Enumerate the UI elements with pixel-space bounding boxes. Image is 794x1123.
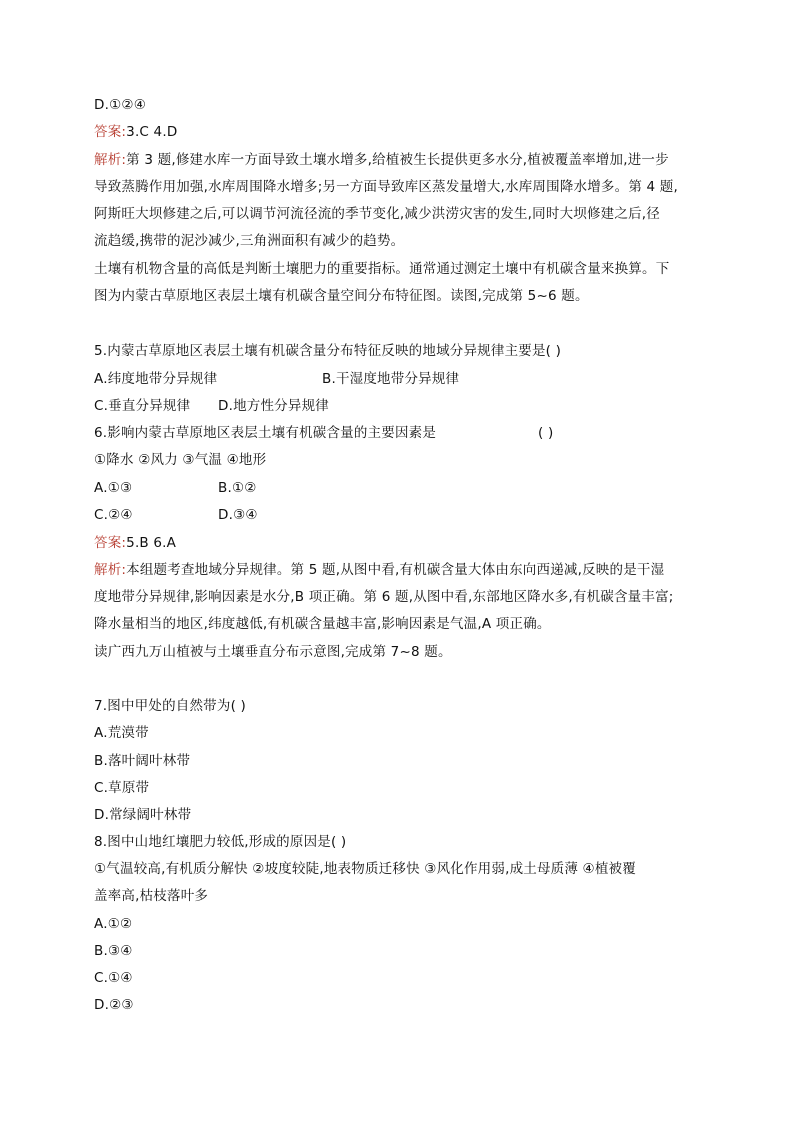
- question-8-stem: 8.图中山地红壤肥力较低,形成的原因是( ): [94, 834, 347, 850]
- explanation-5-6-line3: 降水量相当的地区,纬度越低,有机碳含量越丰富,影响因素是气温,A 项正确。: [94, 616, 551, 632]
- intro-5-6-line2: 图为内蒙古草原地区表层土壤有机碳含量空间分布特征图。读图,完成第 5~6 题。: [94, 288, 589, 304]
- intro-7-8: 读广西九万山植被与土壤垂直分布示意图,完成第 7~8 题。: [94, 644, 452, 660]
- explanation-text: 第 3 题,修建水库一方面导致土壤水增多,给植被生长提供更多水分,植被覆盖率增加,进一步: [126, 152, 669, 168]
- answer-label: 答案:: [94, 124, 127, 140]
- q7-option-c: C.草原带: [94, 780, 150, 796]
- q8-option-c: C.①④: [94, 970, 133, 986]
- answer-line-3-4: [94, 123, 714, 141]
- explanation-text: 本组题考查地域分异规律。第 5 题,从图中看,有机碳含量大体由东向西递减,反映的是干湿: [126, 562, 665, 578]
- question-6-items: ①降水 ②风力 ③气温 ④地形: [94, 452, 267, 468]
- q6-option-b: B.①②: [218, 480, 257, 496]
- q6-option-c: C.②④: [94, 507, 133, 523]
- q4-option-d: D.①②④: [94, 97, 146, 113]
- q5-option-c: C.垂直分异规律: [94, 398, 191, 414]
- q6-option-d: D.③④: [218, 507, 258, 523]
- explanation-label: 解析:: [94, 562, 127, 578]
- explanation-5-6-line2: 度地带分异规律,影响因素是水分,B 项正确。第 6 题,从图中看,东部地区降水多,有机碳含量丰富;: [94, 589, 674, 605]
- q5-option-b: B.干湿度地带分异规律: [322, 371, 460, 387]
- q6-option-a: A.①③: [94, 480, 133, 496]
- answer-label: 答案:: [94, 535, 127, 551]
- q8-option-d: D.②③: [94, 997, 134, 1013]
- explanation-label: 解析:: [94, 152, 127, 168]
- explanation-3-4-line4: 流趋缓,携带的泥沙减少,三角洲面积有减少的趋势。: [94, 233, 405, 249]
- question-6-answer-paren: ( ): [538, 425, 554, 441]
- question-8-items-line2: 盖率高,枯枝落叶多: [94, 888, 209, 904]
- q5-option-a: A.纬度地带分异规律: [94, 371, 218, 387]
- q7-option-d: D.常绿阔叶林带: [94, 807, 192, 823]
- explanation-3-4-line2: 导致蒸腾作用加强,水库周围降水增多;另一方面导致库区蒸发量增大,水库周围降水增多。第 4 题,: [94, 179, 678, 195]
- question-5-stem: 5.内蒙古草原地区表层土壤有机碳含量分布特征反映的地域分异规律主要是( ): [94, 343, 562, 359]
- q8-option-a: A.①②: [94, 916, 133, 932]
- question-8-items-line1: ①气温较高,有机质分解快 ②坡度较陡,地表物质迁移快 ③风化作用弱,成土母质薄 ④植被覆: [94, 861, 636, 877]
- explanation-3-4-line1: [94, 151, 714, 169]
- q7-option-a: A.荒漠带: [94, 725, 149, 741]
- q7-option-b: B.落叶阔叶林带: [94, 753, 191, 769]
- answer-text: 5.B 6.A: [126, 535, 177, 551]
- intro-5-6-line1: 土壤有机物含量的高低是判断土壤肥力的重要指标。通常通过测定土壤中有机碳含量来换算。下: [94, 261, 670, 277]
- explanation-5-6-line1: [94, 561, 714, 579]
- question-7-stem: 7.图中甲处的自然带为( ): [94, 698, 247, 714]
- q5-option-d: D.地方性分异规律: [218, 398, 329, 414]
- explanation-3-4-line3: 阿斯旺大坝修建之后,可以调节河流径流的季节变化,减少洪涝灾害的发生,同时大坝修建之后,径: [94, 206, 660, 222]
- question-6-stem: 6.影响内蒙古草原地区表层土壤有机碳含量的主要因素是: [94, 425, 437, 441]
- answer-line-5-6: [94, 534, 714, 552]
- answer-text: 3.C 4.D: [126, 124, 178, 140]
- q8-option-b: B.③④: [94, 943, 133, 959]
